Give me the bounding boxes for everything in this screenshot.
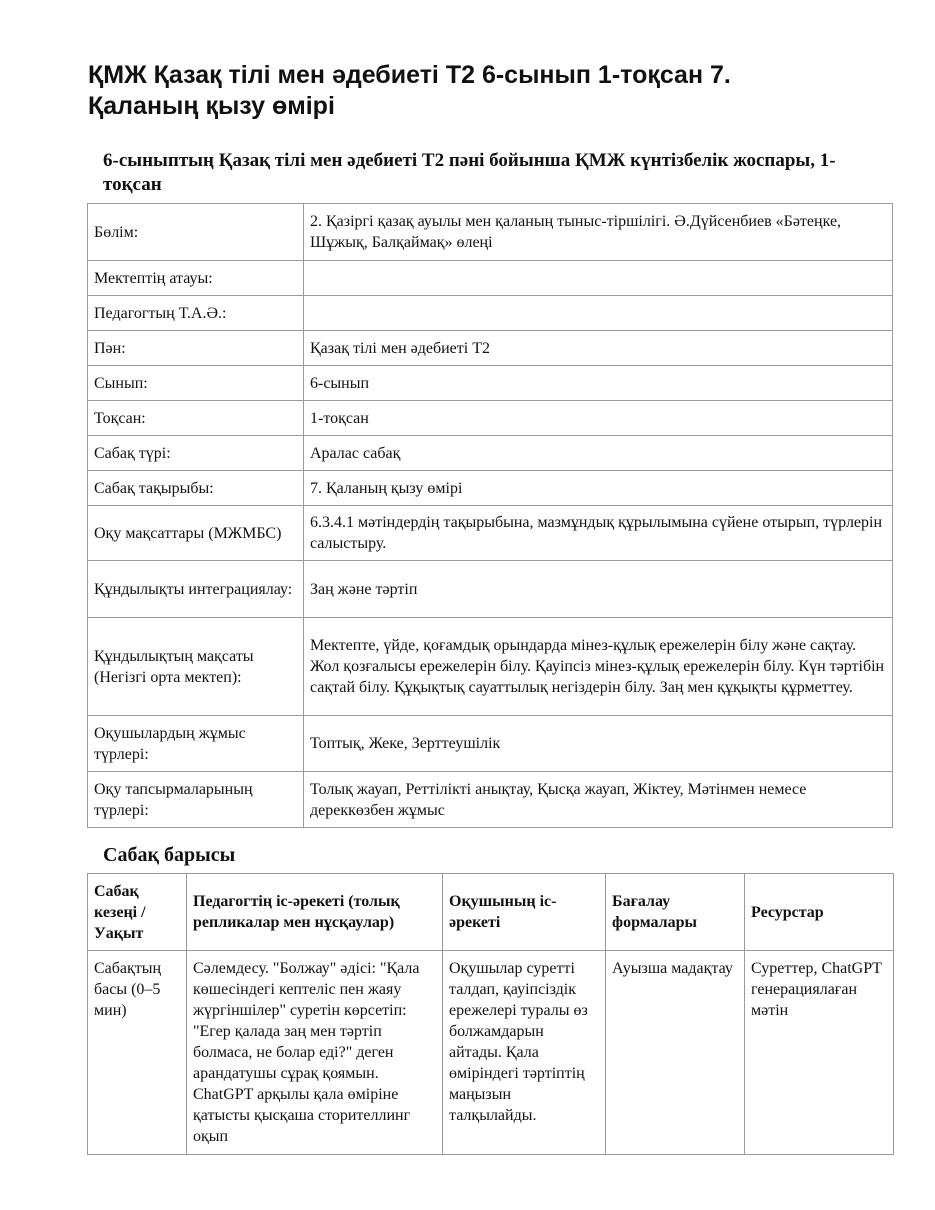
info-value: Мектепте, үйде, қоғамдық орындарда мінез-құлық ережелерін білу және сақтау. Жол қозғалысы ережелерін білу. Қауіпсіз мінез-құлық ережелерін білу. Күн тәртібін сақтай білу. Құқықтық сауаттылық негіздерін білу. Заң мен құқықты құрметтеу.	[304, 618, 893, 716]
info-label: Оқу мақсаттары (МЖМБС)	[88, 506, 304, 561]
column-header-teacher: Педагогтің іс-әрекеті (толық репликалар мен нұсқаулар)	[187, 874, 443, 951]
table-row	[88, 506, 893, 561]
info-label: Педагогтың Т.А.Ә.:	[88, 296, 304, 331]
info-label: Пән:	[88, 331, 304, 366]
info-label: Сабақ түрі:	[88, 436, 304, 471]
table-row	[88, 261, 893, 296]
info-label: Оқу тапсырмаларының түрлері:	[88, 772, 304, 828]
lesson-plan-table	[87, 873, 894, 1155]
column-header-student: Оқушының іс-әрекеті	[443, 874, 606, 951]
info-label: Сабақ тақырыбы:	[88, 471, 304, 506]
table-row	[88, 951, 894, 1155]
info-value	[304, 296, 893, 331]
plan-subtitle: 6-сыныптың Қазақ тілі мен әдебиеті Т2 пәні бойынша ҚМЖ күнтізбелік жоспары, 1-тоқсан	[103, 150, 836, 195]
table-header-row	[88, 874, 894, 951]
stage-cell: Сабақтың басы (0–5 мин)	[88, 951, 187, 1155]
table-row	[88, 618, 893, 716]
assessment-cell: Ауызша мадақтау	[606, 951, 745, 1155]
lesson-info-table	[87, 203, 893, 828]
table-row	[88, 561, 893, 618]
column-header-resources: Ресурстар	[745, 874, 894, 951]
info-value: 1-тоқсан	[304, 401, 893, 436]
info-value: Топтық, Жеке, Зерттеушілік	[304, 716, 893, 772]
info-label: Мектептің атауы:	[88, 261, 304, 296]
info-value: 6.3.4.1 мәтіндердің тақырыбына, мазмұндық құрылымына сүйене отырып, түрлерін салыстыру.	[304, 506, 893, 561]
info-label: Бөлім:	[88, 204, 304, 261]
info-value	[304, 261, 893, 296]
table-row	[88, 204, 893, 261]
table-row	[88, 471, 893, 506]
teacher-activity-cell: Сәлемдесу. "Болжау" әдісі: "Қала көшесіндегі кептеліс пен жаяу жүргіншілер" суретін көрсетіп: "Егер қалада заң мен тәртіп болмаса, не болар еді?" деген арандатушы сұрақ қоямын. ChatGPT арқылы қала өміріне қатысты қысқаша сторителлинг оқып	[187, 951, 443, 1155]
table-row	[88, 296, 893, 331]
resources-cell: Суреттер, ChatGPT генерациялаған мәтін	[745, 951, 894, 1155]
table-row	[88, 436, 893, 471]
lesson-progress-heading: Сабақ барысы	[103, 844, 236, 866]
student-activity-cell: Оқушылар суретті талдап, қауіпсіздік ережелері туралы өз болжамдарын айтады. Қала өміріндегі тәртіптің маңызын талқылайды.	[443, 951, 606, 1155]
table-row	[88, 366, 893, 401]
table-row	[88, 772, 893, 828]
info-value: Толық жауап, Реттілікті анықтау, Қысқа жауап, Жіктеу, Мәтінмен немесе дереккөзбен жұмыс	[304, 772, 893, 828]
column-header-assessment: Бағалау формалары	[606, 874, 745, 951]
info-label: Құндылықты интеграциялау:	[88, 561, 304, 618]
info-value: 7. Қаланың қызу өмірі	[304, 471, 893, 506]
info-label: Тоқсан:	[88, 401, 304, 436]
document-title: ҚМЖ Қазақ тілі мен әдебиеті Т2 6-сынып 1-тоқсан 7. Қаланың қызу өмірі	[88, 61, 731, 120]
info-value: Қазақ тілі мен әдебиеті Т2	[304, 331, 893, 366]
table-row	[88, 331, 893, 366]
table-row	[88, 401, 893, 436]
info-label: Оқушылардың жұмыс түрлері:	[88, 716, 304, 772]
info-value: Заң және тәртіп	[304, 561, 893, 618]
info-value: Аралас сабақ	[304, 436, 893, 471]
table-row	[88, 716, 893, 772]
info-value: 6-сынып	[304, 366, 893, 401]
column-header-stage: Сабақ кезеңі / Уақыт	[88, 874, 187, 951]
info-value: 2. Қазіргі қазақ ауылы мен қаланың тыныс-тіршілігі. Ә.Дүйсенбиев «Бәтеңке, Шұжық, Балқаймақ» өлеңі	[304, 204, 893, 261]
info-label: Құндылықтың мақсаты (Негізгі орта мектеп):	[88, 618, 304, 716]
info-label: Сынып:	[88, 366, 304, 401]
